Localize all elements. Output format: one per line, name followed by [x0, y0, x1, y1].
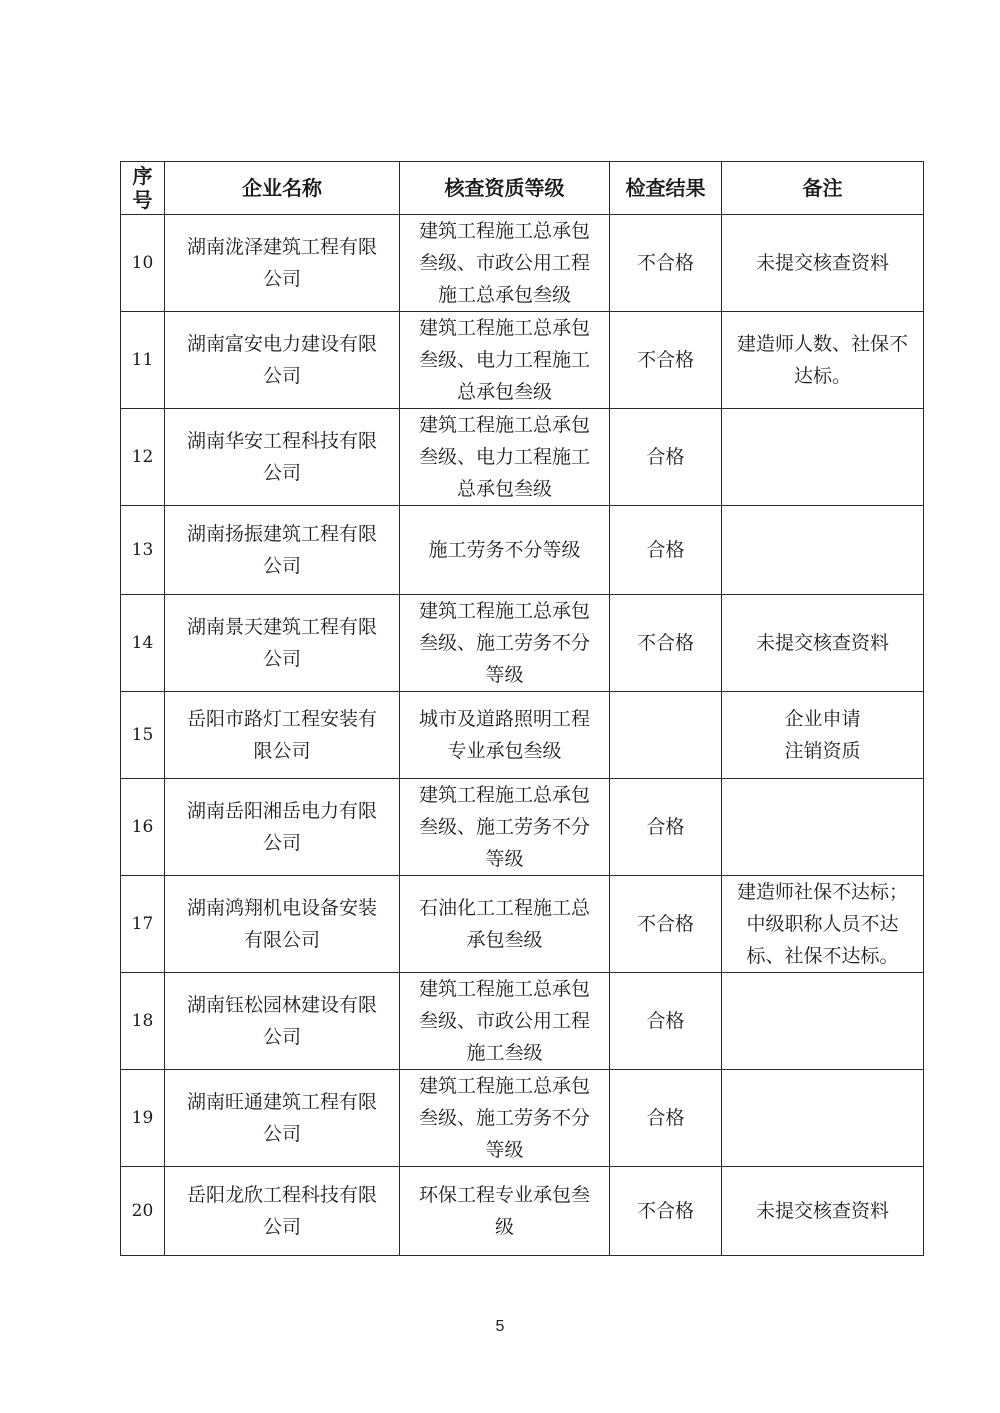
cell-qualification: 施工劳务不分等级: [400, 506, 610, 595]
cell-seq: 18: [121, 973, 165, 1070]
cell-result: [610, 692, 722, 779]
cell-company: 湖南岳阳湘岳电力有限公司: [165, 779, 400, 876]
cell-result: 合格: [610, 779, 722, 876]
inspection-table: [120, 161, 924, 1256]
cell-result: 不合格: [610, 215, 722, 312]
table-body: [121, 215, 924, 1256]
table-row: [121, 779, 924, 876]
cell-remark: [722, 1167, 924, 1256]
cell-qualification: 建筑工程施工总承包叁级、市政公用工程施工总承包叁级: [400, 215, 610, 312]
cell-seq: 17: [121, 876, 165, 973]
cell-company: 岳阳龙欣工程科技有限公司: [165, 1167, 400, 1256]
cell-remark: [722, 692, 924, 779]
cell-qualification: 石油化工工程施工总承包叁级: [400, 876, 610, 973]
cell-result: 合格: [610, 409, 722, 506]
cell-qualification: 建筑工程施工总承包叁级、电力工程施工总承包叁级: [400, 312, 610, 409]
remark-line: 企业申请: [784, 708, 861, 730]
cell-company: 湖南鸿翔机电设备安装有限公司: [165, 876, 400, 973]
header-company: 企业名称: [165, 162, 400, 215]
cell-seq: 11: [121, 312, 165, 409]
remark-line: 注销资质: [784, 740, 861, 762]
remark-line: 未提交核查资料: [755, 1200, 889, 1222]
cell-qualification: 建筑工程施工总承包叁级、施工劳务不分等级: [400, 1070, 610, 1167]
remark-line: 建造师人数、社保不达标。: [736, 333, 908, 387]
page-number: 5: [495, 1318, 505, 1335]
cell-company: 湖南钰松园林建设有限公司: [165, 973, 400, 1070]
remark-line: 建造师社保不达标；中级职称人员不达标、社保不达标。: [736, 881, 908, 967]
table-row: [121, 876, 924, 973]
cell-remark: [722, 595, 924, 692]
cell-company: 湖南旺通建筑工程有限公司: [165, 1070, 400, 1167]
remark-line: 未提交核查资料: [755, 252, 889, 274]
cell-remark: [722, 506, 924, 595]
cell-qualification: 建筑工程施工总承包叁级、施工劳务不分等级: [400, 779, 610, 876]
cell-remark: [722, 876, 924, 973]
cell-company: 湖南扬振建筑工程有限公司: [165, 506, 400, 595]
cell-seq: 19: [121, 1070, 165, 1167]
cell-result: 合格: [610, 1070, 722, 1167]
cell-remark: [722, 215, 924, 312]
table-row: [121, 215, 924, 312]
cell-result: 不合格: [610, 595, 722, 692]
header-seq: 序号: [121, 162, 165, 215]
header-result: 检查结果: [610, 162, 722, 215]
cell-company: 湖南富安电力建设有限公司: [165, 312, 400, 409]
table-row: [121, 692, 924, 779]
cell-seq: 15: [121, 692, 165, 779]
cell-result: 不合格: [610, 876, 722, 973]
cell-seq: 13: [121, 506, 165, 595]
cell-company: 湖南泷泽建筑工程有限公司: [165, 215, 400, 312]
cell-result: 合格: [610, 506, 722, 595]
cell-seq: 14: [121, 595, 165, 692]
cell-remark: [722, 779, 924, 876]
table-row: [121, 595, 924, 692]
cell-seq: 12: [121, 409, 165, 506]
cell-remark: [722, 409, 924, 506]
table-row: [121, 312, 924, 409]
cell-qualification: 建筑工程施工总承包叁级、电力工程施工总承包叁级: [400, 409, 610, 506]
cell-qualification: 建筑工程施工总承包叁级、施工劳务不分等级: [400, 595, 610, 692]
cell-remark: [722, 973, 924, 1070]
cell-qualification: 建筑工程施工总承包叁级、市政公用工程施工叁级: [400, 973, 610, 1070]
remark-line: 未提交核查资料: [755, 632, 889, 654]
cell-remark: [722, 312, 924, 409]
cell-seq: 10: [121, 215, 165, 312]
cell-result: 不合格: [610, 312, 722, 409]
cell-seq: 16: [121, 779, 165, 876]
table-row: [121, 409, 924, 506]
table-row: [121, 506, 924, 595]
table-header-row: [121, 162, 924, 215]
cell-remark: [722, 1070, 924, 1167]
cell-company: 湖南景天建筑工程有限公司: [165, 595, 400, 692]
table-row: [121, 973, 924, 1070]
table-row: [121, 1070, 924, 1167]
cell-company: 湖南华安工程科技有限公司: [165, 409, 400, 506]
cell-seq: 20: [121, 1167, 165, 1256]
cell-qualification: 环保工程专业承包叁级: [400, 1167, 610, 1256]
header-remark: 备注: [722, 162, 924, 215]
header-qualification: 核查资质等级: [400, 162, 610, 215]
table-row: [121, 1167, 924, 1256]
cell-qualification: 城市及道路照明工程专业承包叁级: [400, 692, 610, 779]
cell-result: 不合格: [610, 1167, 722, 1256]
cell-result: 合格: [610, 973, 722, 1070]
cell-company: 岳阳市路灯工程安装有限公司: [165, 692, 400, 779]
